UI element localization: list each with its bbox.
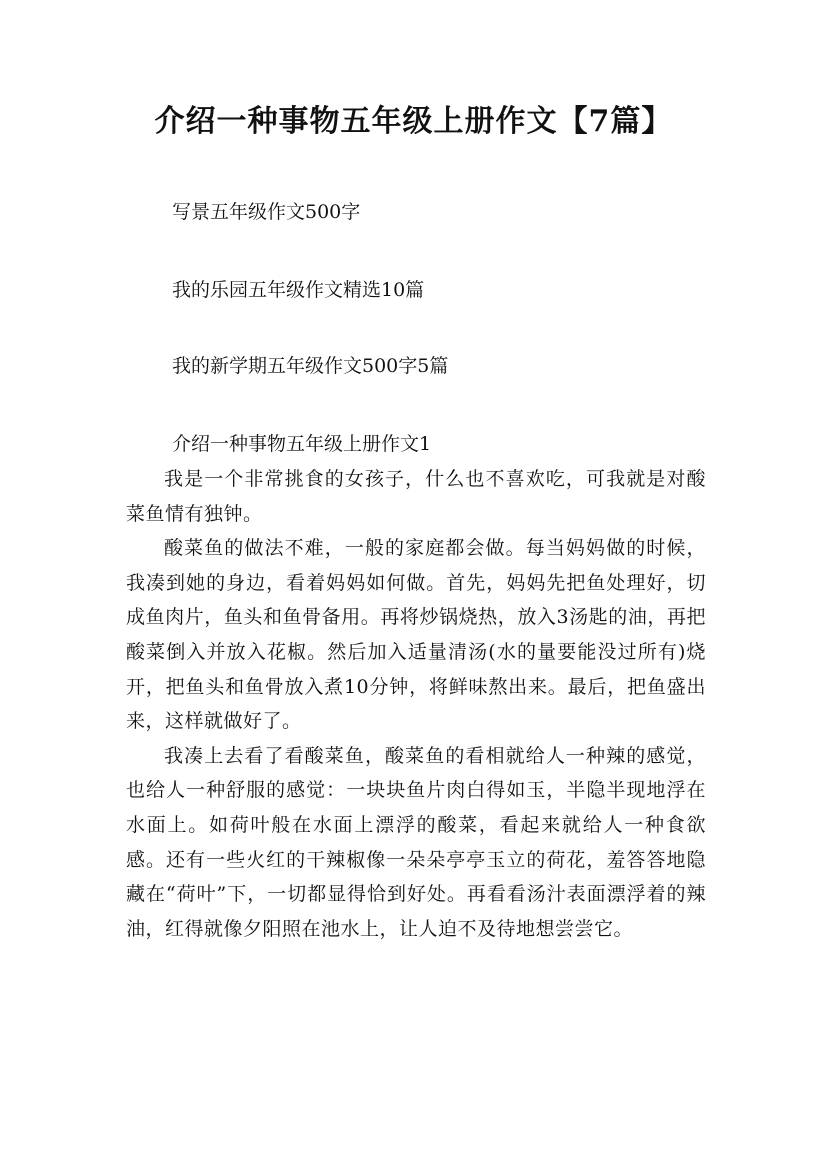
related-article-link[interactable]: 写景五年级作文500字 xyxy=(172,201,361,223)
related-article-link[interactable]: 我的乐园五年级作文精选10篇 xyxy=(172,279,425,301)
article-body xyxy=(126,462,706,946)
body-paragraph: 酸菜鱼的做法不难，一般的家庭都会做。每当妈妈做的时候，我凑到她的身边，看着妈妈如何做。首先，妈妈先把鱼处理好，切成鱼肉片，鱼头和鱼骨备用。再将炒锅烧热，放入3汤匙的油，再把酸菜倒入并放入花椒。然后加入适量清汤(水的量要能没过所有)烧开，把鱼头和鱼骨放入煮10分钟，将鲜味熬出来。最后，把鱼盛出来，这样就做好了。 xyxy=(126,537,706,733)
related-article-link[interactable]: 我的新学期五年级作文500字5篇 xyxy=(172,355,449,377)
document-title: 介绍一种事物五年级上册作文【7篇】 xyxy=(154,104,673,139)
body-paragraph: 我凑上去看了看酸菜鱼，酸菜鱼的看相就给人一种辣的感觉，也给人一种舒服的感觉：一块块鱼片肉白得如玉，半隐半现地浮在水面上。如荷叶般在水面上漂浮的酸菜，看起来就给人一种食欲感。还有一些火红的干辣椒像一朵朵亭亭玉立的荷花，羞答答地隐藏在“荷叶”下，一切都显得恰到好处。再看看汤汁表面漂浮着的辣油，红得就像夕阳照在池水上，让人迫不及待地想尝尝它。 xyxy=(126,744,706,940)
section-title: 介绍一种事物五年级上册作文1 xyxy=(172,433,432,455)
body-paragraph: 我是一个非常挑食的女孩子，什么也不喜欢吃，可我就是对酸菜鱼情有独钟。 xyxy=(126,468,706,525)
